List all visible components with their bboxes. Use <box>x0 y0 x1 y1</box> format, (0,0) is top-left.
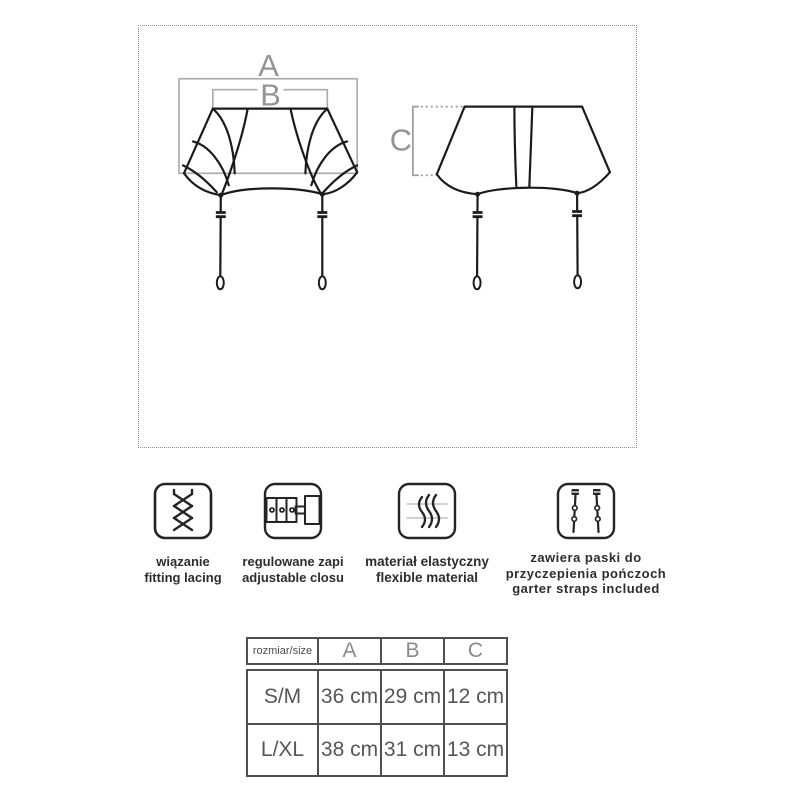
adjustable-clasp-icon <box>262 481 324 541</box>
diagram-frame <box>138 25 637 448</box>
feature-clasp-caption <box>242 554 344 585</box>
header-cell-c: C <box>443 639 506 663</box>
measure-b-label: B <box>260 77 281 113</box>
caption-line: adjustable closu <box>242 569 344 585</box>
feature-lacing <box>123 481 243 585</box>
size-table-body <box>246 669 508 777</box>
garter-belt-front-drawing <box>183 109 357 290</box>
garter-straps-icon <box>555 481 617 541</box>
table-row-sm-a: 36 cm <box>317 671 380 723</box>
feature-lacing-caption <box>144 554 221 585</box>
caption-line: flexible material <box>375 570 479 586</box>
lacing-icon <box>152 481 214 541</box>
caption-line: regulowane zapi <box>242 554 344 569</box>
flexible-material-icon <box>396 481 458 541</box>
table-row-lxl-size: L/XL <box>248 723 317 775</box>
caption-line: wiązanie <box>156 554 210 569</box>
header-cell-b: B <box>380 639 443 663</box>
size-table-header <box>246 637 508 665</box>
feature-material-caption <box>365 554 489 586</box>
table-row-lxl-a: 38 cm <box>317 723 380 775</box>
caption-line: garter straps included <box>512 581 660 597</box>
table-row-lxl-c: 13 cm <box>443 723 506 775</box>
feature-adjustable-clasp <box>228 481 358 585</box>
garter-belt-diagram <box>139 26 636 447</box>
caption-line: materiał elastyczny <box>365 554 489 569</box>
feature-garter-straps <box>496 481 676 597</box>
size-table <box>246 637 508 777</box>
measure-c-bracket <box>413 107 465 176</box>
measure-a-label: A <box>258 47 279 83</box>
garter-belt-back-drawing <box>437 107 610 290</box>
table-row-lxl-b: 31 cm <box>380 723 443 775</box>
table-row-sm-size: S/M <box>263 685 302 708</box>
table-row-sm-b: 29 cm <box>380 671 443 723</box>
feature-straps-caption <box>506 550 667 597</box>
feature-flexible-material <box>352 481 502 586</box>
caption-line: fitting lacing <box>144 569 222 585</box>
header-cell-size: rozmiar/size <box>252 645 313 657</box>
caption-line: przyczepienia pończoch <box>505 565 667 581</box>
table-row-sm-c: 12 cm <box>443 671 506 723</box>
caption-line: zawiera paski do <box>530 550 642 565</box>
measure-c-label: C <box>389 122 413 158</box>
header-cell-a: A <box>317 639 380 663</box>
